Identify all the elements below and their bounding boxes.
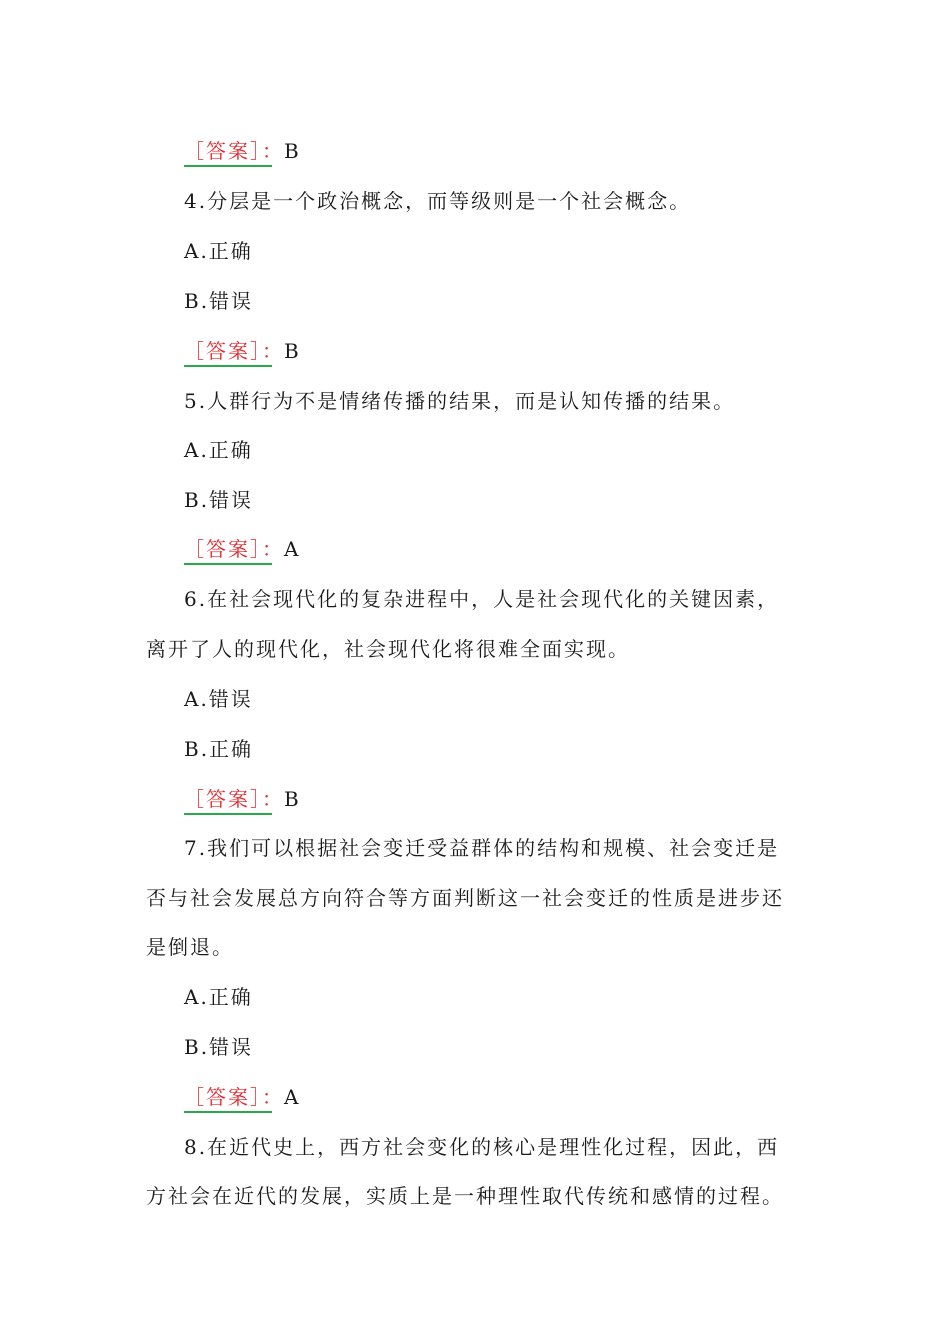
question-text-line-1: 8.在近代史上，西方社会变化的核心是理性化过程，因此，西 (184, 1135, 780, 1159)
question-text-line-2: 否与社会发展总方向符合等方面判断这一社会变迁的性质是进步还 (146, 886, 784, 910)
question-text-line-3: 是倒退。 (146, 935, 234, 959)
answer-label: ［答案］： (184, 532, 284, 566)
question-text-line-2: 离开了人的现代化，社会现代化将很难全面实现。 (146, 637, 630, 661)
answer-line (184, 334, 301, 368)
answer-label: ［答案］： (184, 782, 284, 816)
answer-line (184, 1080, 300, 1114)
option-a: A.正确 (184, 438, 253, 462)
answer-value: B (284, 787, 301, 811)
option-a: A.正确 (184, 239, 253, 263)
option-b: B.错误 (184, 289, 254, 313)
option-a: A.正确 (184, 985, 253, 1009)
question-text-line-2: 方社会在近代的发展，实质上是一种理性取代传统和感情的过程。 (146, 1184, 784, 1208)
answer-value: A (284, 1085, 301, 1109)
answer-label: ［答案］： (184, 134, 284, 168)
option-b: B.错误 (184, 488, 254, 512)
answer-line (184, 782, 301, 816)
answer-underline (184, 165, 272, 167)
question-text-line-1: 7.我们可以根据社会变迁受益群体的结构和规模、社会变迁是 (184, 836, 780, 860)
answer-line (184, 532, 300, 566)
answer-underline (184, 365, 272, 367)
option-b: B.错误 (184, 1035, 254, 1059)
question-text-line-1: 6.在社会现代化的复杂进程中，人是社会现代化的关键因素， (184, 587, 780, 611)
answer-value: B (284, 139, 301, 163)
answer-line (184, 134, 301, 168)
option-a: A.错误 (184, 687, 253, 711)
answer-underline (184, 1111, 272, 1113)
answer-label: ［答案］： (184, 334, 284, 368)
question-text: 5.人群行为不是情绪传播的结果，而是认知传播的结果。 (184, 389, 736, 413)
question-text: 4.分层是一个政治概念，而等级则是一个社会概念。 (184, 189, 692, 213)
option-b: B.正确 (184, 737, 254, 761)
answer-label: ［答案］： (184, 1080, 284, 1114)
answer-underline (184, 563, 272, 565)
answer-underline (184, 813, 272, 815)
answer-value: A (284, 537, 301, 561)
answer-value: B (284, 339, 301, 363)
